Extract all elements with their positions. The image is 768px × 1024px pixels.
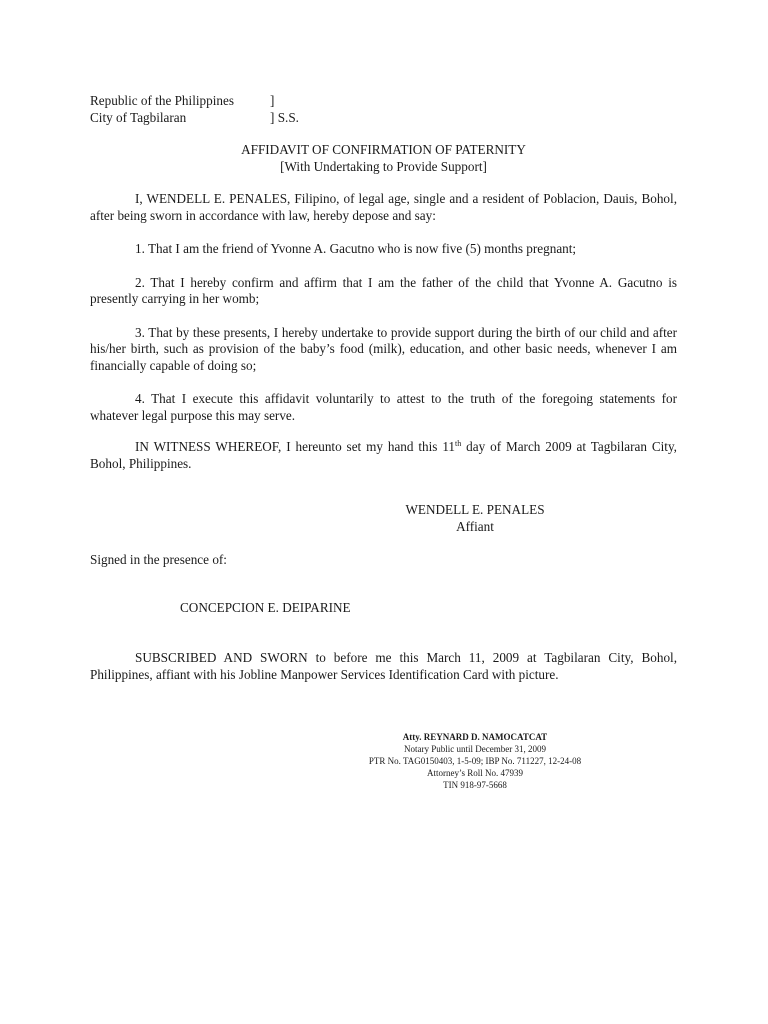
ordinal-suffix: th bbox=[455, 439, 462, 448]
document-subtitle: [With Undertaking to Provide Support] bbox=[280, 158, 487, 174]
venue-republic: Republic of the Philippines bbox=[90, 93, 234, 108]
affidavit-body bbox=[90, 191, 677, 489]
statement-4: 4. That I execute this affidavit voluntarily to attest to the truth of the foregoing statements for whatever legal purpose this may serve. bbox=[90, 391, 677, 423]
statement-3: 3. That by these presents, I hereby undertake to provide support during the birth of our child and after his/her birth, such as provision of the baby’s food (milk), education, and other basic needs, whenever I am financially capable of doing so; bbox=[90, 324, 677, 373]
venue-line-city bbox=[90, 110, 299, 127]
notary-tin: TIN 918-97-5668 bbox=[443, 780, 507, 790]
venue-city: City of Tagbilaran bbox=[90, 109, 187, 125]
jurat-paragraph: SUBSCRIBED AND SWORN to before me this March 11, 2009 at Tagbilaran City, Bohol, Philippines, affiant with his Jobline Manpower Services Identification Card with picture. bbox=[90, 650, 677, 682]
notary-ptr-ibp: PTR No. TAG0150403, 1-5-09; IBP No. 711227, 12-24-08 bbox=[368, 756, 582, 766]
affiant-name: WENDELL E. PENALES bbox=[405, 502, 545, 517]
statement-1: 1. That I am the friend of Yvonne A. Gacutno who is now five (5) months pregnant; bbox=[135, 241, 577, 256]
venue-line-republic bbox=[90, 93, 299, 110]
venue-ss: ] S.S. bbox=[270, 109, 299, 125]
statement-2: 2. That I hereby confirm and affirm that I am the father of the child that Yvonne A. Gacutno is presently carrying in her womb; bbox=[90, 274, 677, 306]
document-title: AFFIDAVIT OF CONFIRMATION OF PATERNITY bbox=[241, 142, 526, 157]
notary-roll-number: Attorney’s Roll No. 47939 bbox=[427, 768, 523, 778]
document-title-block bbox=[90, 142, 677, 175]
witness-name: CONCEPCION E. DEIPARINE bbox=[180, 600, 351, 615]
witness-whereof-paragraph bbox=[90, 439, 677, 472]
affiant-signature-block bbox=[370, 502, 580, 535]
signed-presence-label: Signed in the presence of: bbox=[90, 552, 227, 567]
witness-text-start: IN WITNESS WHEREOF, I hereunto set my hand this 11 bbox=[135, 439, 456, 454]
notary-name: Atty. REYNARD D. NAMOCATCAT bbox=[402, 732, 548, 742]
jurat-block bbox=[90, 650, 677, 700]
affiant-role: Affiant bbox=[456, 518, 494, 534]
notary-block bbox=[330, 731, 620, 791]
notary-commission: Notary Public until December 31, 2009 bbox=[404, 744, 546, 754]
witness-text-end: day of March 2009 at Tagbilaran City, Bohol, Philippines. bbox=[90, 439, 677, 471]
intro-paragraph: I, WENDELL E. PENALES, Filipino, of legal age, single and a resident of Poblacion, Dauis, Bohol, after being sworn in accordance with law, hereby depose and say: bbox=[90, 191, 677, 223]
venue-bracket: ] bbox=[270, 93, 275, 108]
venue-caption bbox=[90, 93, 299, 126]
